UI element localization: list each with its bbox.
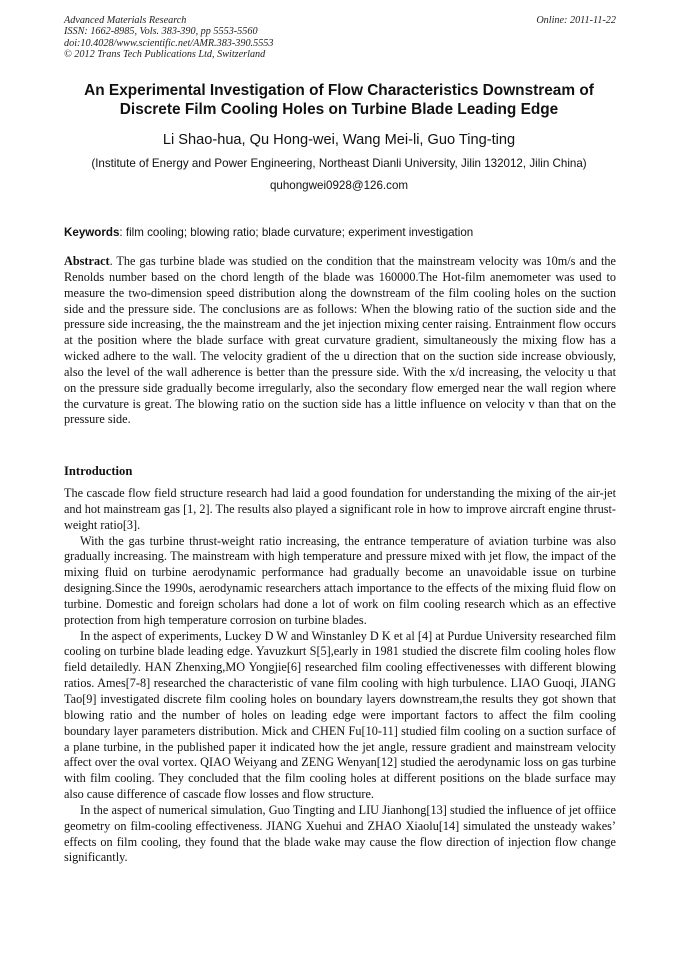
section-heading-introduction: Introduction (64, 464, 133, 478)
online-date: Online: 2011-11-22 (536, 15, 616, 26)
keywords-label: Keywords (64, 226, 120, 239)
intro-paragraph: The cascade flow field structure research had laid a good foundation for understanding the mixing of the air-jet and hot mainstream gas [1, 2]. The results also played a significant role in how to improve aircraft engine thrust-weight ratio[3]. (64, 486, 616, 532)
journal-name: Advanced Materials Research (64, 15, 187, 26)
paper-title: An Experimental Investigation of Flow Characteristics Downstream of Discrete Film Cooling Holes on Turbine Blade Leading Edge (84, 82, 594, 118)
intro-paragraph: In the aspect of experiments, Luckey D W and Winstanley D K et al [4] at Purdue University researched film cooling on turbine blade leading edge. Yavuzkurt S[5],early in 1981 studied the discrete film cooling holes flow field detailedly. HAN Zhenxing,MO Yongjie[6] researched film cooling effectivenesses with different blowing ratios. Ames[7-8] researched the characteristic of vane film cooling with high turbulence. LIAO Guoqi, JIANG Tao[9] investigated discrete film cooling holes on boundary layers downstream,the results they got shown that blowing ratio and the number of holes on leading edge were important factors to affect the film cooling boundary layer parameters distribution. Mick and CHEN Fu[10-11] studied film cooling on a suction surface of a plane turbine, in the published paper it indicated how the jet angle, ressure gradient and mainstream velocity affect over the oval vortex. QIAO Weiyang and ZENG Wenyan[12] studied the aerodynamic loss on gas turbine with film cooling. They concluded that the film cooling holes at different positions on the blade surface may also cause difference of cascade flow losses and flow structure. (64, 628, 616, 802)
introduction-body (64, 486, 616, 866)
intro-paragraph: In the aspect of numerical simulation, Guo Tingting and LIU Jianhong[13] studied the influence of jet offiice geometry on film-cooling effectiveness. JIANG Xuehui and ZHAO Xiaolu[14] simulated the unsteady wakes’ effects on film cooling, they found that the blade wake may cause the flow direction of injection flow change significantly. (64, 802, 616, 865)
journal-header (64, 15, 616, 60)
affiliation: (Institute of Energy and Power Engineering, Northeast Dianli University, Jilin 132012, Jilin China) (91, 157, 587, 170)
abstract (64, 254, 616, 428)
keywords-text: : film cooling; blowing ratio; blade curvature; experiment investigation (119, 226, 474, 239)
issn-line: ISSN: 1662-8985, Vols. 383-390, pp 5553-5560 (64, 26, 258, 38)
contact-email[interactable]: quhongwei0928@126.com (269, 179, 409, 192)
doi-line: doi:10.4028/www.scientific.net/AMR.383-390.5553 (64, 37, 274, 49)
abstract-label: Abstract (64, 254, 110, 268)
abstract-text: . The gas turbine blade was studied on the condition that the mainstream velocity was 10m/s and the Renolds number based on the chord length of the blade was 160000.The Hot-film anemometer was used to measure the two-dimension speed distribution along the downstream of the film cooling holes on the suction side and the pressure side. The conclusions are as follows: When the blowing ratio of the suction side and the pressure side increasing, the the mainstream and the jet injection mixing center raising. Entrainment flow occurs at the position where the blade surface with great curvature gradient, simultaneously the mixing flow has a wicked adhere to the wall. The velocity gradient of the u direction that on the suction side increase obviously, also the level of the wall adherence is better than the pressure side. With the x/d increasing, the velocity u that on the pressure side gradually become irregularly, also the secondary flow emerged near the wall region where the curvature is great. The blowing ratio on the suction side has a little influence on velocity v than that on the pressure side. (64, 254, 616, 427)
author-list: Li Shao-hua, Qu Hong-wei, Wang Mei-li, Guo Ting-ting (162, 132, 516, 148)
keywords (64, 225, 616, 240)
intro-paragraph: With the gas turbine thrust-weight ratio increasing, the entrance temperature of aviation turbine was also gradually increasing. The mainstream with high temperature and pressure mixed with jet flow, the impact of the mixing fluid on turbine aerodynamic performance had gradually become an unavoidable issue on turbine designing.Since the 1990s, aerodynamic researchers attach importance to the effects of the mixing fluid flow on turbine. Domestic and foreign scholars had done a lot of work on film cooling research which as an effective protection from high temperature corrosion on turbine blades. (64, 533, 616, 627)
copyright-line: © 2012 Trans Tech Publications Ltd, Switzerland (64, 48, 266, 60)
